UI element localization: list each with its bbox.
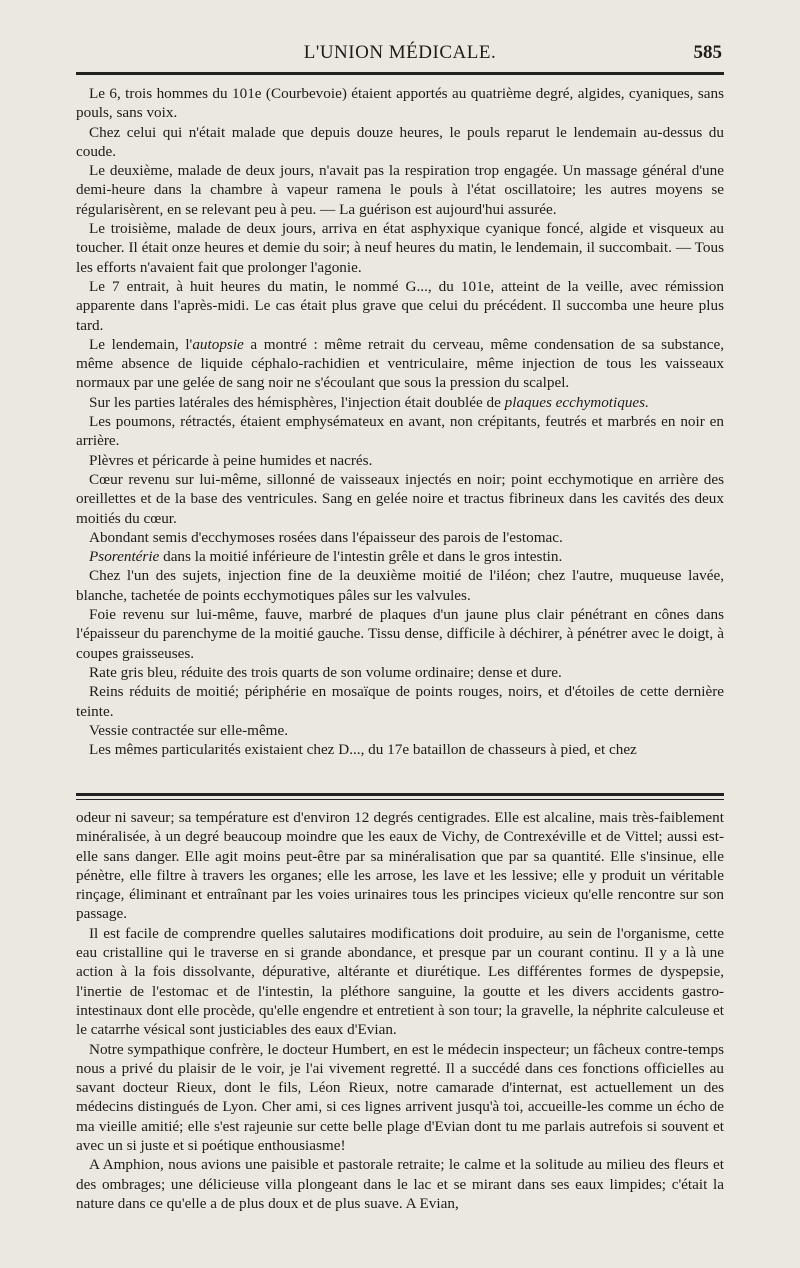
journal-title: L'UNION MÉDICALE. — [303, 42, 497, 63]
paragraph: Le troisième, malade de deux jours, arriva en état asphyxique cyanique foncé, algide et visqueux au toucher. Il était onze heures et demie du soir; à neuf heures du matin, le lendemain, il succombait. — Tous les efforts n'avaient fait que prolonger l'agonie. — [76, 220, 724, 276]
paragraph: Le 7 entrait, à huit heures du matin, le nommé G..., du 101e, atteint de la veille, avec rémission apparente dans l'après-midi. Le cas était plus grave que celui du précédent. Il succomba une heure plus tard. — [76, 277, 724, 334]
column-top — [76, 84, 724, 759]
paragraph: Notre sympathique confrère, le docteur Humbert, en est le médecin inspecteur; un fâcheux contre-temps nous a privé du plaisir de le voir, je l'ai vivement regretté. Il a succédé dans ces fonctions officielles au savant docteur Rieux, dont le fils, Léon Rieux, notre camarade d'internat, est actuellement un des médecins distingués de Lyon. Cher ami, si ces lignes arrivent jusqu'à toi, accueille-les comme un écho de ma vieille amitié; elle s'est rajeunie sur cette belle plage d'Evian dont tu me parlais autrefois si souvent et avec un si juste et si poétique enthousiasme! — [76, 1040, 724, 1155]
running-header — [76, 40, 724, 70]
paragraph: Cœur revenu sur lui-même, sillonné de vaisseaux injectés en noir; point ecchymotique en arrière des oreillettes et de la base des ventricules. Sang en gelée noire et tractus fibrineux dans les cavités des deux moitiés du cœur. — [76, 470, 724, 527]
paragraph: Plèvres et péricarde à peine humides et nacrés. — [89, 451, 373, 469]
section-divider-thin — [76, 799, 724, 800]
paragraph — [76, 547, 724, 566]
paragraph: odeur ni saveur; sa température est d'environ 12 degrés centigrades. Elle est alcaline, mais très-faiblement minéralisée, à un degré beaucoup moindre que les eaux de Vichy, de Contrexéville et de Vittel; aussi est-elle sans danger. Elle agit moins peut-être par sa minéralisation que par sa quantité. Elle s'insinue, elle pénètre, elle filtre à travers les organes; elle les arrose, les lave et les lessive; elle y produit un véritable rinçage, éliminant et entraînant par les voies urinaires tous les principes vicieux qu'elle rencontre sur son passage. — [76, 809, 724, 923]
paragraph: Chez l'un des sujets, injection fine de la deuxième moitié de l'iléon; chez l'autre, muqueuse lavée, blanche, tachetée de points ecchymotiques pâles sur les valvules. — [76, 567, 724, 604]
paragraph: A Amphion, nous avions une paisible et pastorale retraite; le calme et la solitude au milieu des fleurs et des ombrages; une délicieuse villa plongeant dans le lac et se mirant dans ses eaux limpides; c'était la nature dans ce qu'elle a de plus doux et de plus suave. A Evian, — [76, 1156, 724, 1212]
paragraph — [76, 335, 724, 393]
paragraph: Il est facile de comprendre quelles salutaires modifications doit produire, au sein de l'organisme, cette eau cristalline qui le traverse en si grande abondance, et presque par un courant continu. Il y a là une action à la fois dissolvante, dépurative, altérante et diurétique. Les différentes formes de dyspepsie, l'inertie de l'estomac et de l'intestin, la pléthore sanguine, la goutte et les divers accidents gastro-intestinaux dont elle procède, qu'elle engendre et entretient à son tour; la gravelle, la néphrite calculeuse et le catarrhe vésical sont justiciables des eaux d'Evian. — [76, 924, 724, 1039]
paragraph: Les poumons, rétractés, étaient emphysémateux en avant, non crépitants, feutrés et marbrés en noir en arrière. — [76, 413, 724, 450]
paragraph-text: Le lendemain, l' — [89, 335, 193, 353]
italic-term: autopsie — [192, 335, 244, 353]
paragraph — [76, 393, 724, 412]
paragraph-text: Sur les parties latérales des hémisphères, l'injection était doublée de — [89, 393, 505, 411]
paragraph: Reins réduits de moitié; périphérie en mosaïque de points rouges, noirs, et d'étoiles de cette dernière teinte. — [76, 683, 724, 720]
paragraph-text: dans la moitié inférieure de l'intestin grêle et dans le gros intestin. — [159, 548, 563, 566]
paragraph: Le 6, trois hommes du 101e (Courbevoie) étaient apportés au quatrième degré, algides, cyaniques, sans pouls, sans voix. — [76, 85, 724, 122]
paragraph: Abondant semis d'ecchymoses rosées dans l'épaisseur des parois de l'estomac. — [89, 528, 563, 546]
paragraph: Chez celui qui n'était malade que depuis douze heures, le pouls reparut le lendemain au-dessus du coude. — [76, 123, 724, 160]
paragraph: Rate gris bleu, réduite des trois quarts de son volume ordinaire; dense et dure. — [89, 663, 562, 681]
paragraph: Vessie contractée sur elle-même. — [89, 721, 289, 739]
paragraph: Le deuxième, malade de deux jours, n'avait pas la respiration trop engagée. Un massage général d'une demi-heure dans la chambre à vapeur ramena le pouls à l'état oscillatoire; les autres moyens se régularisèrent, en se relevant peu à peu. — La guérison est aujourd'hui assurée. — [76, 162, 724, 218]
italic-term: plaques ecchymotiques. — [504, 393, 649, 411]
header-rule — [76, 72, 724, 75]
italic-term: Psorentérie — [89, 548, 160, 566]
paragraph: Foie revenu sur lui-même, fauve, marbré de plaques d'un jaune plus clair pénétrant en cônes dans l'épaisseur du parenchyme de la moitié gauche. Tissu dense, difficile à déchirer, à pénétrer avec le doigt, à coupes graisseuses. — [76, 606, 724, 662]
paragraph: Les mêmes particularités existaient chez D..., du 17e bataillon de chasseurs à pied, et chez — [89, 741, 637, 759]
paragraph-text: a montré : même retrait du cerveau, même condensation de sa substance, même absence de liquide céphalo-rachidien et ventriculaire, même injection de tous les vaisseaux normaux par une gelée de sang noir ne s'écoulant que sous la pression du scalpel. — [76, 335, 725, 392]
column-bottom — [76, 808, 724, 1213]
page-number: 585 — [693, 42, 722, 63]
section-divider-thick — [76, 793, 724, 796]
